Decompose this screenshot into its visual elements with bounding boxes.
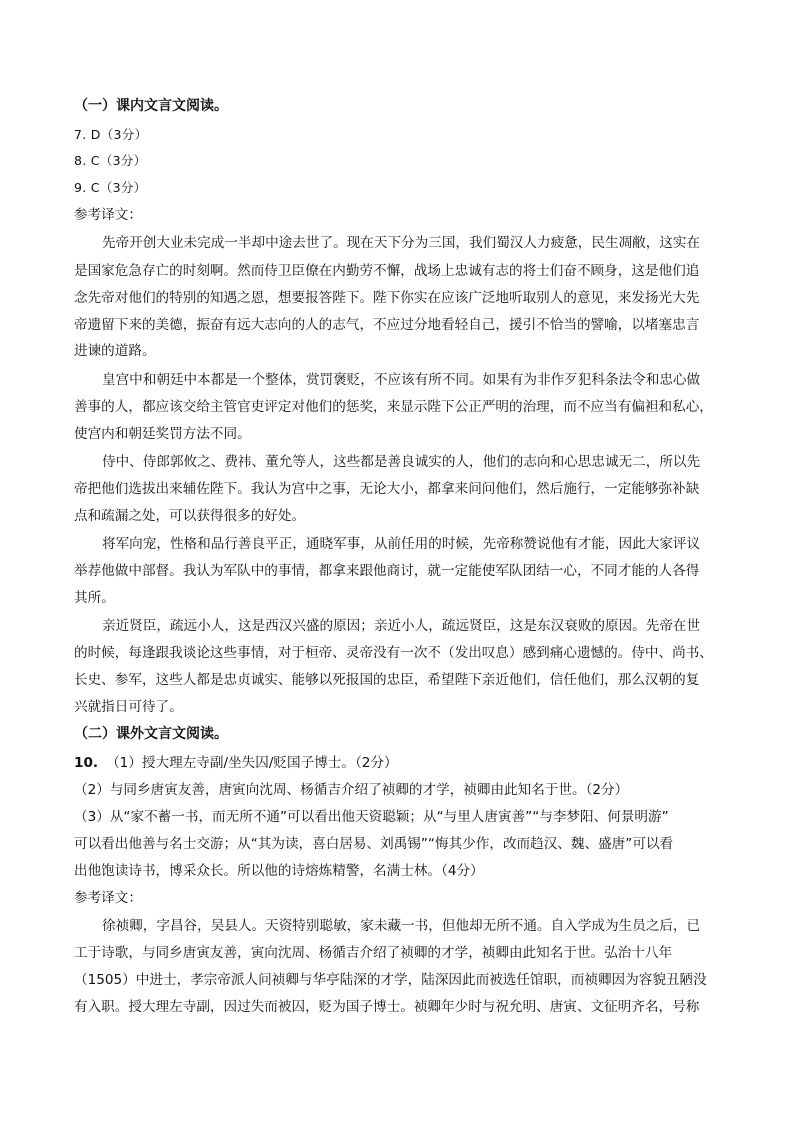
answer-line: 8. C（3分）	[74, 153, 147, 168]
answer-part-2: （2）与同乡唐寅友善，唐寅向沈周、杨循吉介绍了祯卿的才学，祯卿由此知名于世。（2分）	[74, 782, 629, 798]
paragraph-line: 进谏的道路。	[74, 343, 156, 359]
answer-part-1: （1）授大理左寺副/坐失囚/贬国子博士。（2分）	[106, 755, 398, 771]
paragraph-line: 亲近贤臣，疏远小人，这是西汉兴盛的原因；亲近小人，疏远贤臣，这是东汉衰败的原因。先帝在世	[102, 618, 701, 634]
paragraph-line: 长史、参军，这些人都是忠贞诚实、能够以死报国的忠臣，希望陛下亲近他们，信任他们，那么汉朝的复	[74, 672, 700, 688]
answer-line: 9. C（3分）	[74, 180, 147, 195]
paragraph-line: 先帝开创大业未完成一半却中途去世了。现在天下分为三国，我们蜀汉人力疲惫，民生凋敝，这实在	[102, 235, 701, 251]
section-heading: （一）课内文言文阅读。	[74, 98, 228, 114]
paragraph-line: 念先帝对他们的特别的知遇之恩，想要报答陛下。陛下你实在应该广泛地听取别人的意见，来发扬光大先	[74, 290, 700, 306]
paragraph-line: （1505）中进士，孝宗帝派人问祯卿与华亭陆深的才学，陆深因此而被选任馆职，而祯卿因为容貌丑陋没	[74, 972, 707, 988]
paragraph-line: 是国家危急存亡的时刻啊。然而侍卫臣僚在内勤劳不懈，战场上忠诚有志的将士们奋不顾身，这是他们追	[74, 263, 700, 279]
question-line	[74, 753, 398, 773]
question-number: 10.	[74, 755, 99, 771]
paragraph-line: 善事的人，都应该交给主管官吏评定对他们的惩奖，来显示陛下公正严明的治理，而不应当有偏袒和私心，	[74, 399, 713, 415]
paragraph-line: 工于诗歌，与同乡唐寅友善，寅向沈周、杨循吉介绍了祯卿的才学，祯卿由此知名于世。弘治十八年	[74, 945, 673, 961]
answer-part-3: （3）从“家不蓄一书，而无所不通”可以看出他天资聪颖；从“与里人唐寅善”“与李梦阳、何景明游”	[74, 809, 669, 825]
paragraph-line: 的时候，每逢跟我谈论这些事情，对于桓帝、灵帝没有一次不（发出叹息）感到痛心遗憾的。侍中、尚书、	[74, 645, 713, 661]
paragraph-line: 徐祯卿，字昌谷，吴县人。天资特别聪敏，家未藏一书，但他却无所不通。自入学成为生员之后，已	[102, 918, 701, 934]
paragraph-line: 举荐他做中部督。我认为军队中的事情，都拿来跟他商讨，就一定能使军队团结一心，不同才能的人各得	[74, 563, 700, 579]
paragraph-line: 其所。	[74, 590, 115, 606]
reference-label: 参考译文：	[74, 890, 142, 906]
answer-part-3: 出他饱读诗书，博采众长。所以他的诗熔炼精警，名满士林。（4分）	[74, 863, 484, 879]
answer-line: 7. D（3分）	[74, 127, 148, 142]
paragraph-line: 点和疏漏之处，可以获得很多的好处。	[74, 508, 306, 524]
paragraph-line: 有入职。授大理左寺副，因过失而被囚，贬为国子博士。祯卿年少时与祝允明、唐寅、文征明齐名，号称	[74, 999, 700, 1015]
paragraph-line: 帝把他们选拔出来辅佐陛下。我认为宫中之事，无论大小，都拿来问问他们，然后施行，一定能够弥补缺	[74, 481, 700, 497]
paragraph-line: 皇宫中和朝廷中本都是一个整体，赏罚褒贬，不应该有所不同。如果有为非作歹犯科条法令和忠心做	[102, 372, 701, 388]
section-heading: （二）课外文言文阅读。	[74, 726, 228, 742]
reference-label: 参考译文：	[74, 207, 142, 223]
paragraph-line: 兴就指日可待了。	[74, 699, 183, 715]
answer-part-3: 可以看出他善与名士交游；从“其为读，喜白居易、刘禹锡”“悔其少作，改而趋汉、魏、盛唐”可以看	[74, 836, 674, 852]
paragraph-line: 使宫内和朝廷奖罚方法不同。	[74, 426, 251, 442]
paragraph-line: 将军向宠，性格和品行善良平正，通晓军事，从前任用的时候，先帝称赞说他有才能，因此大家评议	[102, 536, 701, 552]
paragraph-line: 帝遗留下来的美德，振奋有远大志向的人的志气，不应过分地看轻自己，援引不恰当的譬喻，以堵塞忠言	[74, 317, 700, 333]
paragraph-line: 侍中、侍郎郭攸之、费祎、董允等人，这些都是善良诚实的人，他们的志向和心思忠诚无二，所以先	[102, 454, 701, 470]
